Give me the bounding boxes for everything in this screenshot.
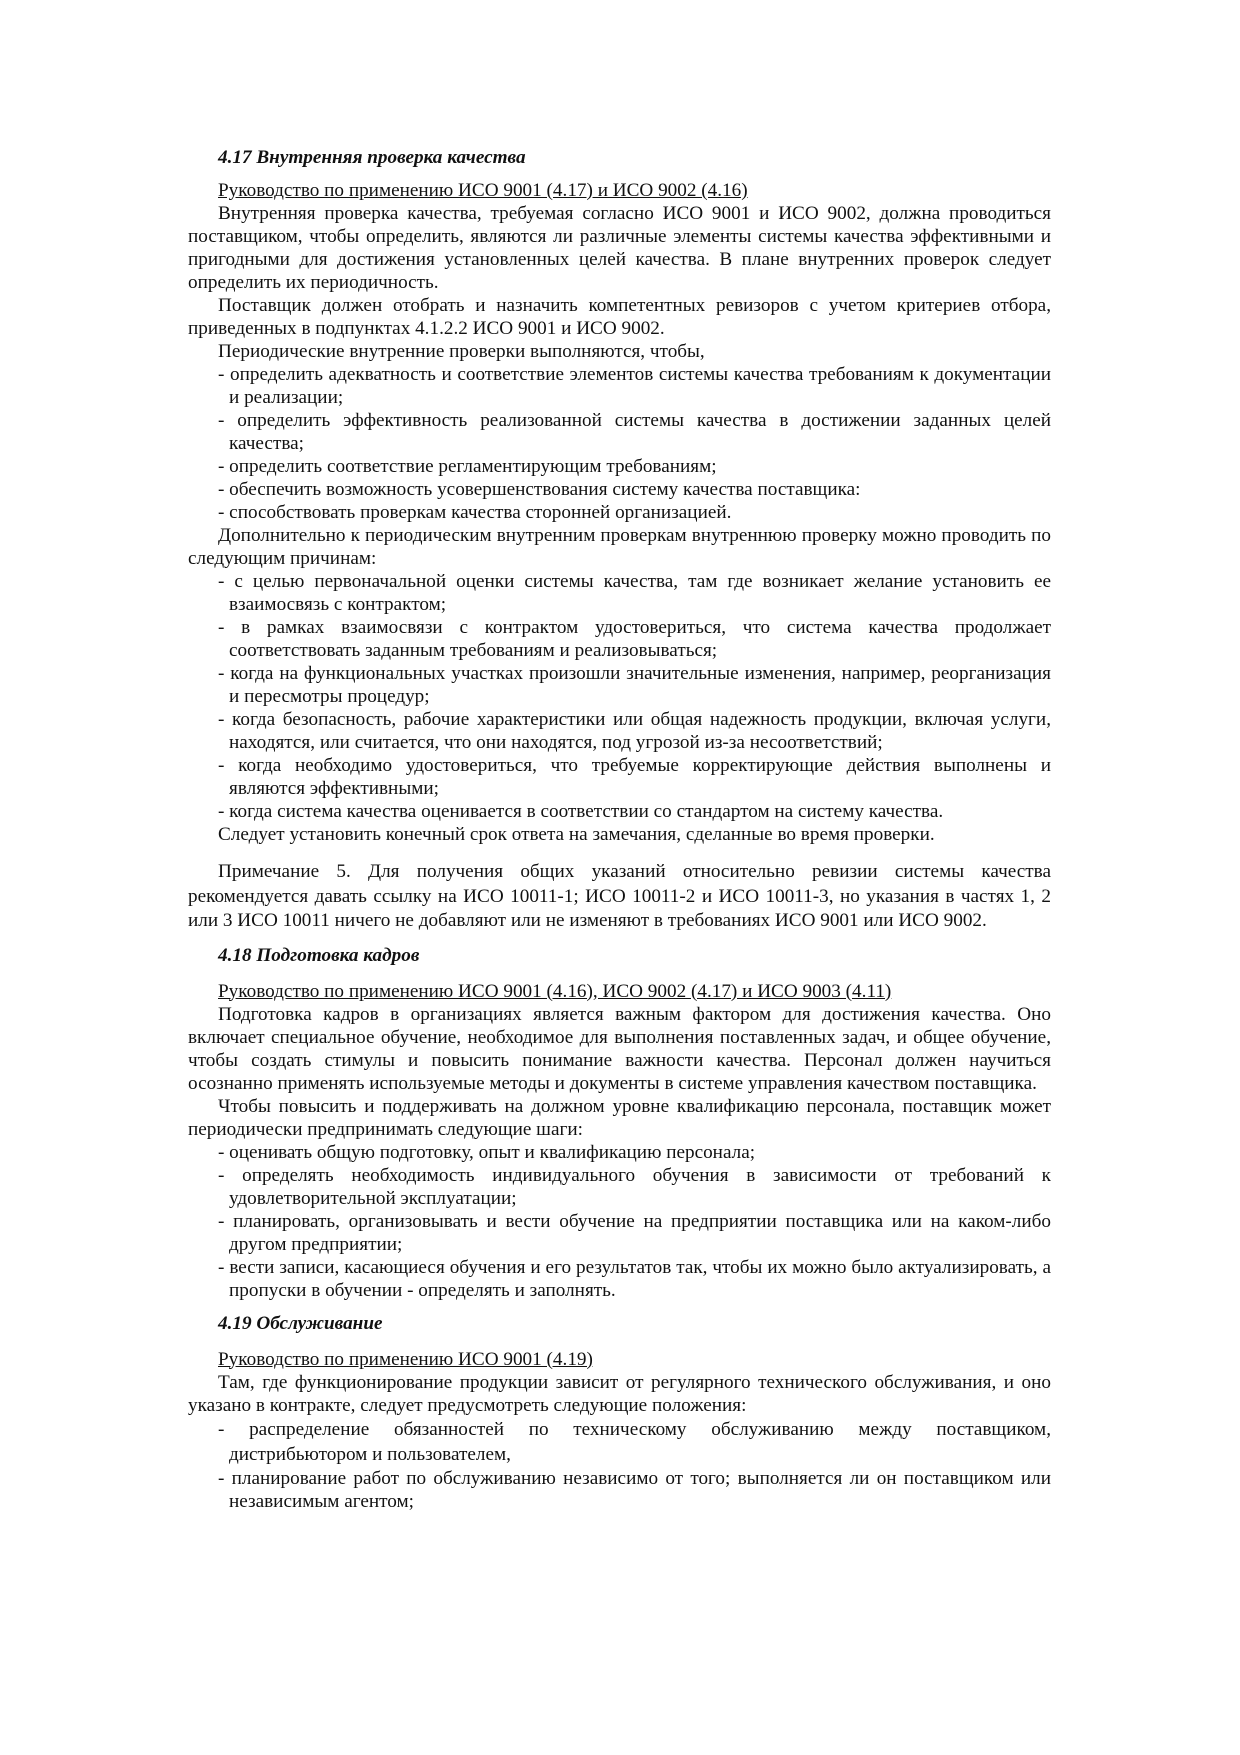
paragraph-auditors: Поставщик должен отобрать и назначить компетентных ревизоров с учетом критериев отбора, приведенных в подпунктах 4.1.2.2 ИСО 9001 и ИСО 9002. xyxy=(188,295,1051,339)
list-item: - когда на функциональных участках произошли значительные изменения, например, реорганизация и пересмотры процедур; xyxy=(218,663,1051,707)
list-audit-goals xyxy=(188,363,1051,524)
paragraph-qualification: Чтобы повысить и поддерживать на должном уровне квалификацию персонала, поставщик может периодически предпринимать следующие шаги: xyxy=(188,1095,1051,1140)
paragraph-periodic-audits: Периодические внутренние проверки выполняются, чтобы, xyxy=(218,341,705,362)
list-training-steps xyxy=(188,1141,1051,1302)
guide-reference-4-17: Руководство по применению ИСО 9001 (4.17) и ИСО 9002 (4.16) xyxy=(218,180,748,201)
list-item: - в рамках взаимосвязи с контрактом удостовериться, что система качества продолжает соответствовать заданным требованиям и реализовываться; xyxy=(218,617,1051,661)
section-heading-4-18: 4.18 Подготовка кадров xyxy=(218,944,420,966)
list-item: - планировать, организовывать и вести обучение на предприятии поставщика или на каком-либо другом предприятии; xyxy=(218,1210,1051,1255)
list-item: - вести записи, касающиеся обучения и его результатов так, чтобы их можно было актуализировать, а пропуски в обучении - определять и заполнять. xyxy=(218,1256,1051,1301)
list-item: - определить адекватность и соответствие элементов системы качества требованиям к документации и реализации; xyxy=(218,364,1051,408)
list-item: - распределение обязанностей по техническому обслуживанию между поставщиком, дистрибьютором и пользователем, xyxy=(218,1418,1051,1465)
paragraph-response-deadline: Следует установить конечный срок ответа на замечания, сделанные во время проверки. xyxy=(218,824,935,845)
list-item: - планирование работ по обслуживанию независимо от того; выполняется ли он поставщиком или независимым агентом; xyxy=(218,1467,1051,1512)
list-item: - когда безопасность, рабочие характеристики или общая надежность продукции, включая услуги, находятся, или считается, что они находятся, под угрозой из-за несоответствий; xyxy=(218,709,1051,753)
section-heading-4-19: 4.19 Обслуживание xyxy=(218,1312,383,1334)
list-item: - определить эффективность реализованной системы качества в достижении заданных целей качества; xyxy=(218,410,1051,454)
list-item: - с целью первоначальной оценки системы качества, там где возникает желание установить ее взаимосвязь с контрактом; xyxy=(218,571,1051,615)
list-item: - оценивать общую подготовку, опыт и квалификацию персонала; xyxy=(218,1141,756,1163)
list-item: - когда необходимо удостовериться, что требуемые корректирующие действия выполнены и являются эффективными; xyxy=(218,755,1051,799)
list-audit-reasons xyxy=(188,570,1051,823)
list-item: - способствовать проверкам качества сторонней организацией. xyxy=(218,502,732,523)
guide-reference-4-19: Руководство по применению ИСО 9001 (4.19) xyxy=(218,1348,593,1370)
list-item: - обеспечить возможность усовершенствования систему качества поставщика: xyxy=(218,479,861,500)
list-servicing-provisions xyxy=(188,1417,1051,1513)
list-item: - определять необходимость индивидуального обучения в зависимости от требований к удовлетворительной эксплуатации; xyxy=(218,1164,1051,1209)
section-heading-4-17: 4.17 Внутренняя проверка качества xyxy=(218,147,526,168)
paragraph-additional-audits: Дополнительно к периодическим внутренним проверкам внутреннюю проверку можно проводить по следующим причинам: xyxy=(188,525,1051,569)
document-page xyxy=(188,146,1051,1513)
list-item: - когда система качества оценивается в соответствии со стандартом на систему качества. xyxy=(218,801,944,822)
paragraph-servicing: Там, где функционирование продукции зависит от регулярного технического обслуживания, и оно указано в контракте, следует предусмотреть следующие положения: xyxy=(188,1371,1051,1416)
note-5: Примечание 5. Для получения общих указаний относительно ревизии системы качества рекомендуется давать ссылку на ИСО 10011-1; ИСО 10011-2 и ИСО 10011-3, но указания в частях 1, 2 или 3 ИСО 10011 ничего не добавляют или не изменяют в требованиях ИСО 9001 или ИСО 9002. xyxy=(188,861,1051,931)
paragraph-internal-audit: Внутренняя проверка качества, требуемая согласно ИСО 9001 и ИСО 9002, должна проводиться поставщиком, чтобы определить, являются ли различные элементы системы качества эффективными и пригодными для достижения установленных целей качества. В плане внутренних проверок следует определить их периодичность. xyxy=(188,203,1051,293)
guide-reference-4-18: Руководство по применению ИСО 9001 (4.16), ИСО 9002 (4.17) и ИСО 9003 (4.11) xyxy=(218,980,892,1002)
paragraph-training: Подготовка кадров в организациях является важным фактором для достижения качества. Оно включает специальное обучение, необходимое для выполнения поставленных задач, и общее обучение, чтобы создать стимулы и повысить понимание важности качества. Персонал должен научиться осознанно применять используемые методы и документы в системе управления качеством поставщика. xyxy=(188,1003,1051,1094)
list-item: - определить соответствие регламентирующим требованиям; xyxy=(218,456,717,477)
